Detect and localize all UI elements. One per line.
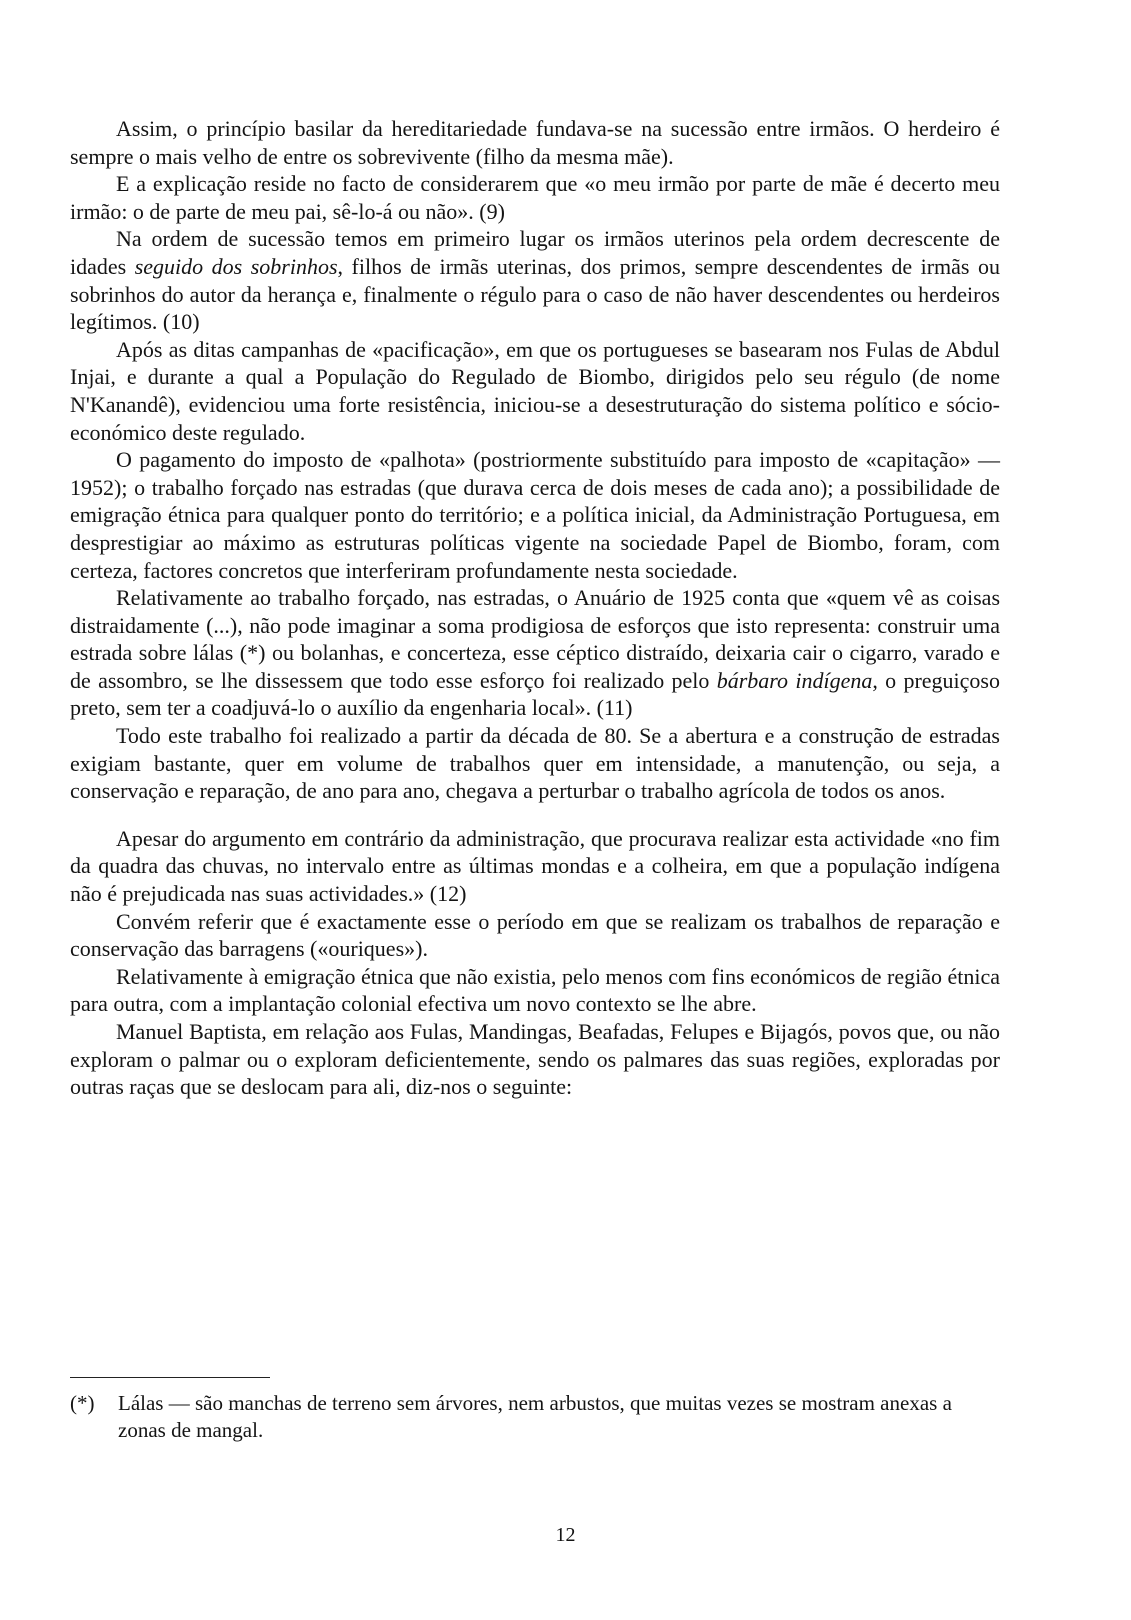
paragraph-1: Assim, o princípio basilar da hereditariedade fundava-se na sucessão entre irmãos. O herdeiro é sempre o mais velho de entre os sobrevivente (filho da mesma mãe).	[70, 116, 1000, 169]
paragraph-3	[70, 225, 1000, 335]
paragraph-6	[70, 584, 1000, 722]
paragraph-5: O pagamento do imposto de «palhota» (postriormente substituído para imposto de «capitação» — 1952); o trabalho forçado nas estradas (que durava cerca de dois meses de cada ano); a possibilidade de emigração étnica para qualquer ponto do território; e a política inicial, da Administração Portuguesa, em desprestigiar ao máximo as estruturas políticas vigente na sociedade Papel de Biombo, foram, com certeza, factores concretos que interferiram profundamente nesta sociedade.	[70, 447, 1000, 583]
body-text	[70, 115, 1000, 1101]
paragraph-3-text-b: , filhos de irmãs uterinas, dos primos, sempre descendentes de irmãs ou sobrinhos do autor da herança e, finalmente o régulo para o caso de não haver descendentes ou herdeiros legítimos. (10)	[70, 253, 1000, 335]
paragraph-11: Manuel Baptista, em relação aos Fulas, Mandingas, Beafadas, Felupes e Bijagós, povos que, ou não exploram o palmar ou o exploram deficientemente, sendo os palmares das suas regiões, exploradas por outras raças que se deslocam para ali, diz-nos o seguinte:	[70, 1019, 1000, 1100]
paragraph-3-text-a: Na ordem de sucessão temos em primeiro lugar os irmãos uterinos pela ordem decrescente de idades	[70, 226, 1000, 279]
paragraph-4: Após as ditas campanhas de «pacificação», em que os portugueses se basearam nos Fulas de Abdul Injai, e durante a qual a População do Regulado de Biombo, dirigidos pelo seu régulo (de nome N'Kanandê), evidenciou uma forte resistência, iniciou-se a desestruturação do sistema político e sócio-económico deste regulado.	[70, 336, 1000, 445]
paragraph-6-text-a: Relativamente ao trabalho forçado, nas estradas, o Anuário de 1925 conta que «quem vê as coisas distraidamente (...), não pode imaginar a soma prodigiosa de esforços que isto representa: construir uma estrada sobre lálas (*) ou bolanhas, e concerteza, esse céptico distraído, deixaria cair o cigarro, varado e de assombro, se lhe dissessem que todo esse esforço foi realizado pelo	[70, 585, 1000, 693]
footnote-divider	[70, 1377, 270, 1378]
paragraph-6-italic: bárbaro indígena	[716, 667, 873, 693]
paragraph-6-text-b: , o preguiçoso preto, sem ter a coadjuvá-lo o auxílio da engenharia local». (11)	[70, 667, 1000, 721]
footnote-text: Lálas — são manchas de terreno sem árvores, nem arbustos, que muitas vezes se mostram anexas a zonas de mangal.	[118, 1391, 952, 1442]
paragraph-8: Apesar do argumento em contrário da administração, que procurava realizar esta actividade «no fim da quadra das chuvas, no intervalo entre as últimas mondas e a colheira, em que a população indígena não é prejudicada nas suas actividades.» (12)	[70, 825, 1000, 907]
paragraph-10: Relativamente à emigração étnica que não existia, pelo menos com fins económicos de região étnica para outra, com a implantação colonial efectiva um novo contexto se lhe abre.	[70, 963, 1000, 1017]
paragraph-9: Convém referir que é exactamente esse o período em que se realizam os trabalhos de reparação e conservação das barragens («ouriques»).	[70, 908, 1000, 962]
paragraph-7: Todo este trabalho foi realizado a partir da década de 80. Se a abertura e a construção de estradas exigiam bastante, quer em volume de trabalhos quer em intensidade, a manutenção, ou seja, a conservação e reparação, de ano para ano, chegava a perturbar o trabalho agrícola de todos os anos.	[70, 723, 1000, 804]
paragraph-3-italic: seguido dos sobrinhos	[134, 253, 338, 279]
footnote-marker: (*)	[70, 1391, 95, 1415]
page-number: 12	[555, 1524, 576, 1546]
paragraph-2: E a explicação reside no facto de considerarem que «o meu irmão por parte de mãe é decerto meu irmão: o de parte de meu pai, sê-lo-á ou não». (9)	[70, 171, 1000, 224]
footnote	[70, 1390, 1000, 1444]
